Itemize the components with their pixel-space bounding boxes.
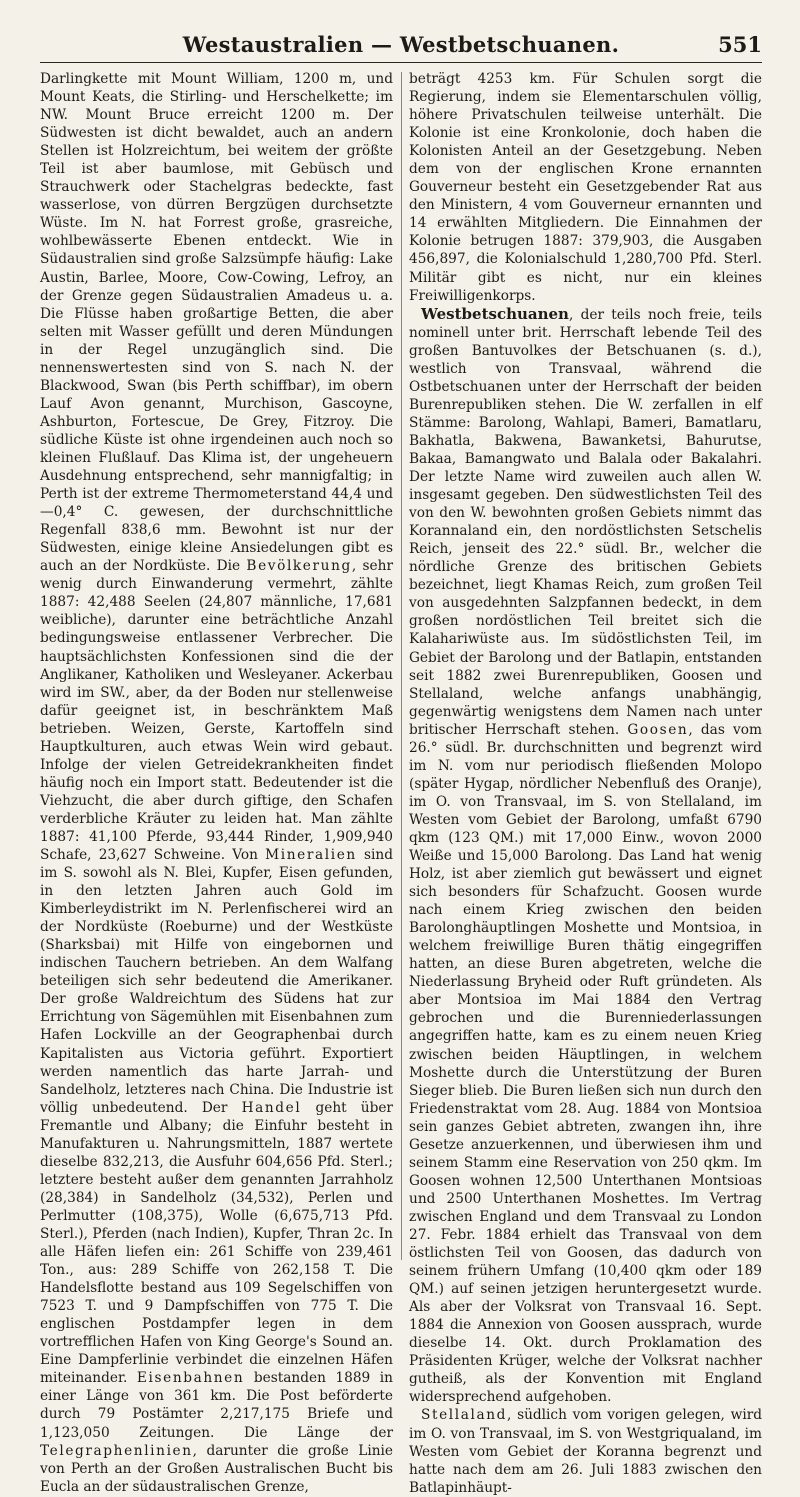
text-run: bestanden 1889 in einer Länge von 361 km. Die Post beförderte durch 79 Postämter 2,217,175 Briefe und 1,123,050 Zeitungen. Die Länge der bbox=[40, 1370, 393, 1441]
text-run: , südlich vom vorigen gelegen, wird im O. von Transvaal, im S. von Westgriqualand, im Westen vom Gebiet der Koranna begrenzt und hatte nach dem am 26. Juli 1883 zwischen den Batlapinhäupt- bbox=[409, 1407, 762, 1496]
paragraph bbox=[409, 70, 762, 305]
entry-headword: Westbetschuanen bbox=[421, 304, 569, 323]
keyword-telegraphen: Telegraphenlinien bbox=[40, 1442, 193, 1459]
running-title: Westaustralien — Westbetschuanen. bbox=[182, 32, 620, 57]
keyword-handel: Handel bbox=[241, 1099, 302, 1116]
keyword-eisenbahnen: Eisenbahnen bbox=[136, 1370, 245, 1387]
keyword-goosen: Goosen bbox=[627, 721, 689, 738]
keyword-stellaland: Stellaland bbox=[421, 1407, 508, 1424]
paragraph bbox=[40, 70, 393, 1496]
page-number: 551 bbox=[718, 32, 762, 57]
text-run: , darunter die große Linie von Perth an der Großen Australischen Bucht bis Eucla an der südaustralischen Grenze, bbox=[40, 1442, 393, 1495]
text-run: beträgt 4253 km. Für Schulen sorgt die Regierung, indem sie Elementarschulen völlig, höhere Privatschulen teilweise unterhält. Die Kolonie ist eine Kronkolonie, doch haben die Kolonisten Anteil an der Gesetzgebung. Neben dem von der englischen Krone ernannten Gouverneur besteht ein Gesetzgebender Rat aus den Ministern, 4 vom Gouverneur ernannten und 14 erwählten Mitgliedern. Die Einnahmen der Kolonie betrugen 1887: 379,903, die Ausgaben 456,897, die Kolonialschuld 1,280,700 Pfd. Sterl. Militär gibt es nicht, nur ein kleines Freiwilligenkorps. bbox=[409, 71, 762, 304]
left-column bbox=[40, 70, 393, 1495]
text-columns bbox=[40, 70, 762, 1496]
text-run: , sehr wenig durch Einwanderung vermehrt, zählte 1887: 42,488 Seelen (24,807 männliche, 17,681 weibliche), darunter eine beträchtliche Anzahl bedingungsweise entlassener Verbrecher. Die hauptsächlichsten Konfessionen sind die der Anglikaner, Katholiken und Wesleyaner. Ackerbau wird im SW., aber, da der Boden nur stellenweise dafür geeignet ist, in beschränktem Maß betrieben. Weizen, Gerste, Kartoffeln sind Hauptkulturen, auch etwas Wein wird gebaut. Infolge der vielen Getreidekrankheiten findet häufig noch ein Import statt. Bedeutender ist die Viehzucht, die aber durch giftige, den Schafen verderbliche Kräuter zu leiden hat. Man zählte 1887: 41,100 Pferde, 93,444 Rinder, 1,909,940 Schafe, 23,627 Schweine. Von bbox=[40, 558, 393, 864]
keyword-mineralien: Mineralien bbox=[265, 847, 357, 864]
text-run: sind im S. sowohl als N. Blei, Kupfer, Eisen gefunden, in den letzten Jahren auch Gold im Kimberleydistrikt im N. Perlenfischerei wird an der Nordküste (Roeburne) und der Westküste (Sharksbai) mit Hilfe von eingebornen und indischen Tauchern betrieben. An dem Walfang beteiligen sich sehr bedeutend die Amerikaner. Der große Waldreichtum des Südens hat zur Errichtung von Sägemühlen mit Eisenbahnen zum Hafen Lockville an der Geographenbai durch Kapitalisten aus Victoria geführt. Exportiert werden namentlich das harte Jarrah- und Sandelholz, letzteres nach China. Die Industrie ist völlig unbedeutend. Der bbox=[40, 847, 393, 1116]
text-run: Darlingkette mit Mount William, 1200 m, und Mount Keats, die Stirling- und Herschelkette; im NW. Mount Bruce erreicht 1200 m. Der Südwesten ist dicht bewaldet, auch an andern Stellen ist Holzreichtum, bei weitem der größte Teil ist aber baumlose, mit Gebüsch und Strauchwerk oder Stachelgras bedeckte, fast wasserlose, von dürren Bergzügen durchsetzte Wüste. Im N. hat Forrest große, grasreiche, wohlbewässerte Ebenen entdeckt. Wie in Südaustralien sind große Salzsümpfe häufig: Lake Austin, Barlee, Moore, Cow-Cowing, Lefroy, an der Grenze gegen Südaustralien Amadeus u. a. Die Flüsse haben großartige Betten, die aber selten mit Wasser gefüllt und deren Mündungen in der Regel unzugänglich sind. Die nennenswertesten sind von S. nach N. der Blackwood, Swan (bis Perth schiffbar), im obern Lauf Avon genannt, Murchison, Gascoyne, Ashburton, Fortescue, De Grey, Fitzroy. Die südliche Küste ist ohne irgendeinen auch noch so kleinen Flußlauf. Das Klima ist, der ungeheuern Ausdehnung entsprechend, sehr mannigfaltig; in Perth ist der extreme Thermometerstand 44,4 und —0,4° C. gewesen, der durchschnittliche Regenfall 838,6 mm. Bewohnt ist nur der Südwesten, einige kleine Ansiedelungen gibt es auch an der Nordküste. Die bbox=[40, 71, 393, 575]
keyword-bevoelkerung: Bevölkerung bbox=[246, 558, 352, 575]
paragraph bbox=[409, 1406, 762, 1496]
text-run: , der teils noch freie, teils nominell unter brit. Herrschaft lebende Teil des großen Bantuvolkes der Betschuanen (s. d.), westlich von Transvaal, während die Ostbetschuanen unter der Herrschaft der beiden Burenrepubliken stehen. Die W. zerfallen in elf Stämme: Barolong, Wahlapi, Bameri, Bamatlaru, Bakhatla, Bakwena, Bawanketsi, Bahurutse, Bakaa, Bamangwato und Balala oder Bakalahri. Der letzte Name wird zuweilen auch allen W. insgesamt gegeben. Den südwestlichsten Teil des von den W. bewohnten großen Gebiets nimmt das Korannaland ein, den nordöstlichsten Setschelis Reich, jenseit des 22.° südl. Br., welcher die nördliche Grenze des britischen Gebiets bezeichnet, liegt Khamas Reich, zum großen Teil von ausgedehnten Salzpfannen bedeckt, in dem großen nordöstlichen Teil breitet sich die Kalahariwüste aus. Im südöstlichsten Teil, im Gebiet der Barolong und der Batlapin, entstanden seit 1882 zwei Burenrepubliken, Goosen und Stellaland, welche anfangs unabhängig, gegenwärtig wenigstens dem Namen nach unter britischer Herrschaft stehen. bbox=[409, 306, 762, 738]
paragraph bbox=[409, 305, 762, 1407]
right-column bbox=[409, 70, 762, 1496]
running-head bbox=[40, 28, 762, 63]
text-run: geht über Fremantle und Albany; die Einfuhr besteht in Manufakturen u. Nahrungsmitteln, 1887 wertete dieselbe 832,213, die Ausfuhr 604,656 Pfd. Sterl.; letztere besteht außer dem genannten Jarrahholz (28,384) in Sandelholz (34,532), Perlen und Perlmutter (108,375), Wolle (6,675,713 Pfd. Sterl.), Pferden (nach Indien), Kupfer, Thran 2c. In alle Häfen liefen ein: 261 Schiffe von 239,461 Ton., aus: 289 Schiffe von 262,158 T. Die Handelsflotte bestand aus 109 Segelschiffen von 7523 T. und 9 Dampfschiffen von 775 T. Die englischen Postdampfer legen in dem vortrefflichen Hafen von King George's Sound an. Eine Dampferlinie verbindet die einzelnen Häfen miteinander. bbox=[40, 1099, 393, 1387]
text-run: , das vom 26.° südl. Br. durchschnitten und begrenzt wird im N. vom nur periodisch fließenden Molopo (später Hygap, nördlicher Nebenfluß des Oranje), im O. von Transvaal, im S. von Stellaland, im Westen vom Gebiet der Barolong, umfaßt 6790 qkm (123 QM.) mit 17,000 Einw., wovon 2000 Weiße und 15,000 Barolong. Das Land hat wenig Holz, ist aber ziemlich gut bewässert und eignet sich besonders für Schafzucht. Goosen wurde nach einem Krieg zwischen den beiden Barolonghäuptlingen Moshette und Montsioa, in welchem freiwillige Buren thätig eingegriffen hatten, an diese Buren abgetreten, welche die Niederlassung Bryheid oder Ruft gründeten. Als aber Montsioa im Mai 1884 den Vertrag gebrochen und die Burenniederlassungen angegriffen hatte, kam es zu einem neuen Krieg zwischen beiden Häuptlingen, in welchem Moshette durch die Unterstützung der Buren Sieger blieb. Die Buren ließen sich nun durch den Friedenstraktat vom 28. Aug. 1884 von Montsioa sein ganzes Gebiet abtreten, zwangen ihn, ihre Gesetze anzuerkennen, und überwiesen ihm und seinem Stamm eine Reservation von 250 qkm. Im Goosen wohnen 12,500 Unterthanen Montsioas und 2500 Unterthanen Moshettes. Im Vertrag zwischen England und dem Transvaal zu London 27. Febr. 1884 erhielt das Transvaal von dem östlichsten Teil von Goosen, das dadurch von seinem frühern Umfang (10,400 qkm oder 189 QM.) auf seinen jetzigen heruntergesetzt wurde. Als aber der Volksrat von Transvaal 16. Sept. 1884 die Annexion von Goosen aussprach, wurde dieselbe 14. Okt. durch Proklamation des Präsidenten Krüger, welche der Volksrat nachher gutheiß, als der Konvention mit England widersprechend aufgehoben. bbox=[409, 721, 762, 1406]
column-rule bbox=[401, 72, 402, 1260]
